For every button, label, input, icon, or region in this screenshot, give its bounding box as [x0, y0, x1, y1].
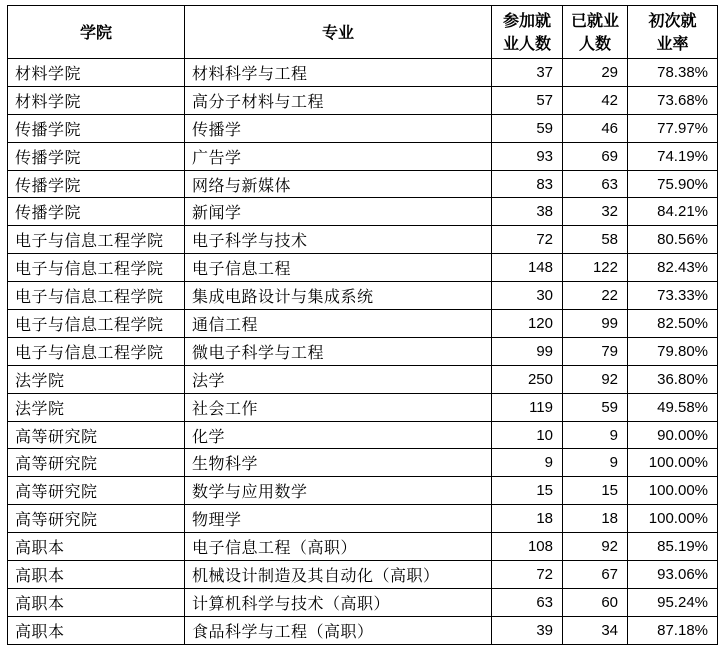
cell-employed: 29: [563, 59, 628, 87]
cell-participants: 63: [492, 588, 563, 616]
cell-participants: 9: [492, 449, 563, 477]
cell-rate: 77.97%: [628, 114, 718, 142]
cell-school: 电子与信息工程学院: [8, 226, 185, 254]
table-row: [8, 142, 718, 170]
cell-rate: 100.00%: [628, 477, 718, 505]
cell-school: 高等研究院: [8, 449, 185, 477]
cell-employed: 22: [563, 282, 628, 310]
cell-rate: 78.38%: [628, 59, 718, 87]
cell-participants: 120: [492, 310, 563, 338]
cell-rate: 73.33%: [628, 282, 718, 310]
cell-major: 物理学: [185, 505, 492, 533]
header-rate-line2: 业率: [656, 34, 689, 53]
header-school: 学院: [8, 6, 185, 59]
cell-school: 高等研究院: [8, 477, 185, 505]
cell-major: 食品科学与工程（高职）: [185, 616, 492, 644]
cell-participants: 59: [492, 114, 563, 142]
cell-rate: 75.90%: [628, 170, 718, 198]
cell-rate: 82.50%: [628, 310, 718, 338]
cell-employed: 67: [563, 561, 628, 589]
cell-rate: 95.24%: [628, 588, 718, 616]
header-employed-line2: 人数: [578, 34, 611, 53]
header-employed: [563, 6, 628, 59]
cell-participants: 250: [492, 365, 563, 393]
cell-school: 高职本: [8, 588, 185, 616]
cell-rate: 80.56%: [628, 226, 718, 254]
cell-rate: 36.80%: [628, 365, 718, 393]
cell-employed: 79: [563, 337, 628, 365]
table-row: [8, 59, 718, 87]
table-row: [8, 561, 718, 589]
cell-participants: 72: [492, 561, 563, 589]
cell-participants: 83: [492, 170, 563, 198]
table-row: [8, 282, 718, 310]
table-row: [8, 588, 718, 616]
cell-employed: 92: [563, 533, 628, 561]
cell-major: 数学与应用数学: [185, 477, 492, 505]
cell-rate: 100.00%: [628, 505, 718, 533]
cell-school: 材料学院: [8, 59, 185, 87]
header-participants-line1: 参加就: [502, 11, 551, 30]
cell-employed: 15: [563, 477, 628, 505]
cell-major: 法学: [185, 365, 492, 393]
cell-major: 微电子科学与工程: [185, 337, 492, 365]
header-participants: [492, 6, 563, 59]
cell-employed: 46: [563, 114, 628, 142]
employment-table: [7, 5, 718, 645]
cell-participants: 30: [492, 282, 563, 310]
cell-employed: 9: [563, 449, 628, 477]
cell-school: 法学院: [8, 365, 185, 393]
cell-school: 电子与信息工程学院: [8, 310, 185, 338]
cell-employed: 69: [563, 142, 628, 170]
cell-major: 电子信息工程（高职）: [185, 533, 492, 561]
header-row: [8, 6, 718, 59]
cell-participants: 72: [492, 226, 563, 254]
cell-rate: 82.43%: [628, 254, 718, 282]
cell-school: 高等研究院: [8, 505, 185, 533]
cell-rate: 85.19%: [628, 533, 718, 561]
cell-participants: 108: [492, 533, 563, 561]
table-row: [8, 170, 718, 198]
cell-participants: 15: [492, 477, 563, 505]
table-row: [8, 505, 718, 533]
table-row: [8, 449, 718, 477]
cell-rate: 74.19%: [628, 142, 718, 170]
cell-rate: 84.21%: [628, 198, 718, 226]
cell-major: 生物科学: [185, 449, 492, 477]
table-row: [8, 421, 718, 449]
cell-major: 电子科学与技术: [185, 226, 492, 254]
cell-school: 高职本: [8, 616, 185, 644]
cell-employed: 60: [563, 588, 628, 616]
table-row: [8, 477, 718, 505]
cell-major: 通信工程: [185, 310, 492, 338]
cell-employed: 32: [563, 198, 628, 226]
cell-school: 电子与信息工程学院: [8, 282, 185, 310]
cell-rate: 100.00%: [628, 449, 718, 477]
header-participants-line2: 业人数: [502, 34, 551, 53]
table-body: [8, 59, 718, 645]
cell-school: 传播学院: [8, 142, 185, 170]
cell-major: 集成电路设计与集成系统: [185, 282, 492, 310]
cell-employed: 92: [563, 365, 628, 393]
table-header: [8, 6, 718, 59]
cell-employed: 99: [563, 310, 628, 338]
cell-major: 材料科学与工程: [185, 59, 492, 87]
cell-major: 广告学: [185, 142, 492, 170]
cell-school: 传播学院: [8, 170, 185, 198]
cell-participants: 39: [492, 616, 563, 644]
cell-employed: 9: [563, 421, 628, 449]
cell-school: 高职本: [8, 561, 185, 589]
cell-major: 新闻学: [185, 198, 492, 226]
cell-school: 传播学院: [8, 114, 185, 142]
table-row: [8, 616, 718, 644]
cell-participants: 99: [492, 337, 563, 365]
cell-major: 传播学: [185, 114, 492, 142]
cell-employed: 63: [563, 170, 628, 198]
header-rate-line1: 初次就: [648, 11, 697, 30]
cell-school: 传播学院: [8, 198, 185, 226]
cell-participants: 148: [492, 254, 563, 282]
table-row: [8, 198, 718, 226]
cell-employed: 42: [563, 86, 628, 114]
cell-rate: 49.58%: [628, 393, 718, 421]
cell-participants: 18: [492, 505, 563, 533]
header-rate: [628, 6, 718, 59]
cell-major: 机械设计制造及其自动化（高职）: [185, 561, 492, 589]
cell-employed: 122: [563, 254, 628, 282]
table-row: [8, 393, 718, 421]
cell-employed: 58: [563, 226, 628, 254]
cell-major: 化学: [185, 421, 492, 449]
table-row: [8, 226, 718, 254]
cell-major: 高分子材料与工程: [185, 86, 492, 114]
cell-employed: 18: [563, 505, 628, 533]
cell-participants: 38: [492, 198, 563, 226]
cell-rate: 87.18%: [628, 616, 718, 644]
cell-major: 社会工作: [185, 393, 492, 421]
table-row: [8, 86, 718, 114]
cell-participants: 93: [492, 142, 563, 170]
table-row: [8, 365, 718, 393]
table-row: [8, 114, 718, 142]
table-row: [8, 254, 718, 282]
cell-school: 高等研究院: [8, 421, 185, 449]
cell-school: 电子与信息工程学院: [8, 337, 185, 365]
cell-participants: 119: [492, 393, 563, 421]
header-employed-line1: 已就业: [570, 11, 619, 30]
cell-school: 法学院: [8, 393, 185, 421]
table-row: [8, 533, 718, 561]
cell-school: 高职本: [8, 533, 185, 561]
cell-rate: 93.06%: [628, 561, 718, 589]
cell-rate: 79.80%: [628, 337, 718, 365]
cell-school: 材料学院: [8, 86, 185, 114]
cell-participants: 57: [492, 86, 563, 114]
cell-participants: 37: [492, 59, 563, 87]
cell-major: 电子信息工程: [185, 254, 492, 282]
table-row: [8, 337, 718, 365]
header-major: 专业: [185, 6, 492, 59]
cell-major: 计算机科学与技术（高职）: [185, 588, 492, 616]
cell-major: 网络与新媒体: [185, 170, 492, 198]
cell-school: 电子与信息工程学院: [8, 254, 185, 282]
cell-participants: 10: [492, 421, 563, 449]
cell-employed: 59: [563, 393, 628, 421]
cell-rate: 90.00%: [628, 421, 718, 449]
cell-employed: 34: [563, 616, 628, 644]
cell-rate: 73.68%: [628, 86, 718, 114]
table-row: [8, 310, 718, 338]
